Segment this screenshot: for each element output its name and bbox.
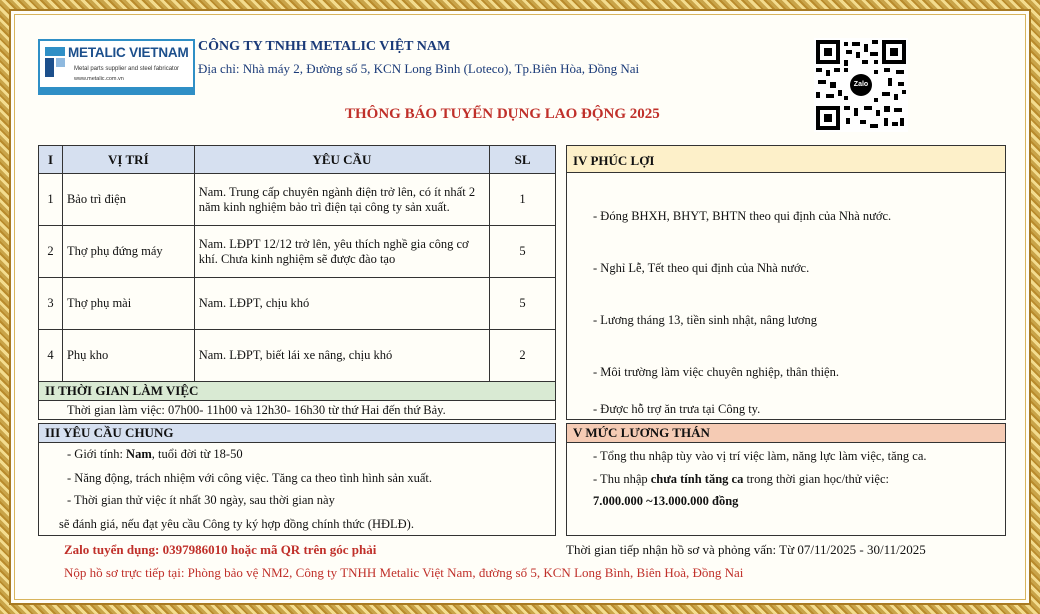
position-requirement: Nam. LĐPT 12/12 trở lên, yêu thích nghề gia công cơ khí. Chưa kinh nghiệm sẽ được đào tạo [194,226,489,278]
header-quantity: SL [490,146,556,174]
header-section-number: I [39,146,63,174]
position-quantity: 1 [490,174,556,226]
zalo-contact: Zalo tuyển dụng: 0397986010 hoặc mã QR trên góc phải [64,542,377,557]
gender-prefix: - Giới tính: [67,447,127,461]
company-logo [38,39,195,95]
position-name: Thợ phụ đứng máy [62,226,194,278]
salary-body [566,442,1006,536]
benefit-item: - Môi trường làm việc chuyên nghiệp, thân thiện. [593,365,839,379]
notice-title: THÔNG BÁO TUYỂN DỤNG LAO ĐỘNG 2025 [345,106,660,122]
gender-requirement [67,447,243,462]
benefit-item: - Đóng BHXH, BHYT, BHTN theo qui định của Nhà nước. [593,209,892,223]
row-number: 1 [39,174,63,226]
general-requirements-heading: III YÊU CẦU CHUNG [38,423,556,443]
position-requirement: Nam. LĐPT, biết lái xe nâng, chịu khó [194,330,489,382]
company-address: Địa chỉ: Nhà máy 2, Đường số 5, KCN Long Bình (Loteco), Tp.Biên Hòa, Đồng Nai [198,61,640,76]
header-requirement: YÊU CẦU [194,146,489,174]
receive-time: Thời gian tiếp nhận hồ sơ và phỏng vấn: Từ 07/11/2025 - 30/11/2025 [566,542,926,557]
benefit-item: - Lương tháng 13, tiền sinh nhật, nâng lương [593,313,817,327]
benefit-item: - Nghỉ Lễ, Tết theo qui định của Nhà nước. [593,261,810,275]
position-requirement: Nam. LĐPT, chịu khó [194,278,489,330]
logo-name: METALIC VIETNAM [68,45,189,60]
salary-overtime-note: chưa tính tăng ca [650,472,744,486]
row-number: 2 [39,226,63,278]
table-row [39,330,556,382]
logo-bar [40,87,193,93]
position-quantity: 5 [490,226,556,278]
requirement-line: - Thời gian thử việc ít nhất 30 ngày, sau thời gian này [67,493,335,507]
position-name: Bảo trì điện [62,174,194,226]
logo-url: www.metalic.com.vn [74,76,124,82]
submit-address: Nộp hồ sơ trực tiếp tại: Phòng bảo vệ NM2, Công ty TNHH Metalic Việt Nam, đường số 5, KCN Long Bình, Biên Hoà, Đồng Nai [64,565,744,580]
position-requirement: Nam. Trung cấp chuyên ngành điện trở lên, có ít nhất 2 năm kinh nghiệm bảo trì điện tại công ty sản xuất. [194,174,489,226]
position-name: Phụ kho [62,330,194,382]
requirement-line: - Năng động, trách nhiệm với công việc. Tăng ca theo tình hình sản xuất. [67,471,432,485]
logo-mark-icon [45,47,65,77]
salary-range: 7.000.000 ~13.000.000 đồng [593,494,739,508]
general-requirements-body [38,442,556,536]
working-time-text: Thời gian làm việc: 07h00- 11h00 và 12h30- 16h30 từ thứ Hai đến thứ Bảy. [38,400,556,420]
salary-line [593,472,889,487]
table-row [39,174,556,226]
position-quantity: 2 [490,330,556,382]
benefits-heading: IV PHÚC LỢI [566,145,1006,173]
position-name: Thợ phụ mài [62,278,194,330]
benefit-item: - Được hỗ trợ ăn trưa tại Công ty. [593,402,761,416]
salary-line: - Tổng thu nhập tùy vào vị trí việc làm, năng lực làm việc, tăng ca. [593,449,927,463]
positions-table [38,145,556,382]
requirement-line: sẽ đánh giá, nếu đạt yêu cầu Công ty ký hợp đồng chính thức (HĐLĐ). [59,517,414,531]
benefits-body [566,172,1006,420]
logo-tagline: Metal parts supplier and steel fabricator [74,66,180,72]
salary-line-prefix: - Thu nhập [593,472,651,486]
gender-value: Nam [126,447,152,461]
zalo-qr-code[interactable] [814,38,908,132]
table-row [39,226,556,278]
zalo-badge: Zalo [850,74,872,96]
table-header-row [39,146,556,174]
working-time-heading: II THỜI GIAN LÀM VIỆC [38,381,556,401]
position-quantity: 5 [490,278,556,330]
gender-suffix: , tuổi đời từ 18-50 [151,447,243,461]
row-number: 3 [39,278,63,330]
salary-heading: V MỨC LƯƠNG THÁN [566,423,1006,443]
salary-line-suffix: trong thời gian học/thử việc: [743,472,889,486]
header-position: VỊ TRÍ [62,146,194,174]
table-row [39,278,556,330]
company-name: CÔNG TY TNHH METALIC VIỆT NAM [198,39,451,54]
row-number: 4 [39,330,63,382]
